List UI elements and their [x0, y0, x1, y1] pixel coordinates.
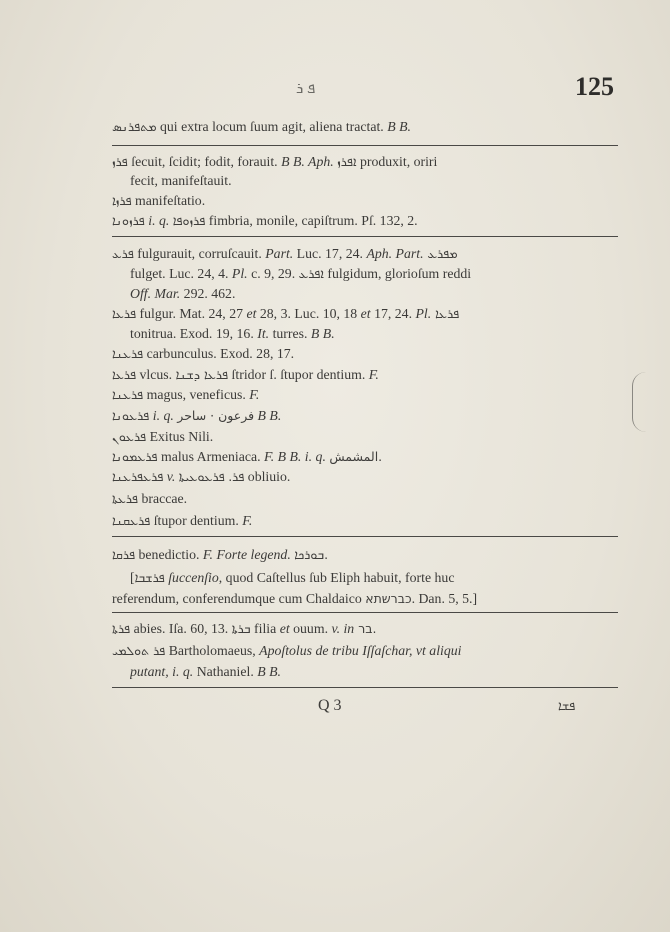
entry-line [112, 512, 617, 530]
grammar-tag: et [246, 306, 257, 321]
syriac-headword: ܦܪܬܐ [112, 621, 131, 636]
syriac-headword: ܦܪܙܐ [112, 193, 132, 208]
definition: qui extra locum ſuum agit, aliena tractat. [156, 119, 388, 134]
grammar-tag: et [360, 306, 371, 321]
definition: Nathaniel. [193, 664, 258, 679]
definition: carbunculus. Exod. 28, 17. [143, 346, 295, 361]
entry-line [112, 590, 617, 608]
section-divider [112, 145, 618, 146]
entry-line [112, 345, 617, 363]
definition: tonitrua. Exod. 19, 16. [130, 326, 258, 341]
definition: fecit, manifeſtauit. [130, 173, 232, 188]
syriac-form: ܦܪܥܐ [431, 306, 460, 321]
definition: 17, 24. [370, 306, 416, 321]
definition: braccae. [138, 491, 188, 506]
syriac-form: ܒܪܬܐ [231, 621, 251, 636]
entry-line [112, 620, 617, 638]
grammar-tag: Apoſtolus de tribu Iſſaſchar, vt aliqui [259, 643, 462, 658]
definition: benedictio. [135, 547, 203, 562]
entry-line [112, 366, 617, 384]
entry-line [130, 285, 617, 303]
syriac-headword: ܦܪܥܬܐ [112, 491, 139, 506]
definition: ſtupor dentium. [150, 513, 243, 528]
definition: fimbria, monile, capiſtrum. Pſ. 132, 2. [205, 213, 418, 228]
syriac-headword: ܡܬܦܪܢܣ [112, 119, 157, 134]
definition: 28, 3. Luc. 10, 18 [256, 306, 361, 321]
running-head: ܦ ܪ [296, 81, 316, 97]
source-ref: F. [368, 367, 379, 382]
grammar-tag: Pl. [231, 266, 248, 281]
section-divider [112, 236, 618, 237]
source-ref: F. B B. [264, 449, 302, 464]
grammar-tag: putant, i. q. [130, 664, 194, 679]
entry-line [130, 325, 617, 343]
definition: fulgidum, glorioſum reddi [323, 266, 472, 281]
grammar-tag: v. [163, 469, 179, 484]
definition: ſtridor ſ. ſtupor dentium. [228, 367, 369, 382]
syriac-headword: ܦܪܥܐ [112, 306, 137, 321]
definition: ſecuit, ſcidit; fodit, forauit. [127, 154, 282, 169]
section-divider [112, 536, 618, 537]
source-ref: F. [242, 513, 253, 528]
grammar-tag: i. q. [149, 408, 178, 423]
grammar-tag: Forte legend. [213, 547, 295, 562]
signature-mark: Q 3 [318, 697, 342, 714]
syriac-headword: ܦܪ ܬܘܠܡܝ [112, 643, 166, 658]
syriac-form: ܡܦܪܥ [423, 246, 458, 261]
grammar-tag: et [279, 621, 290, 636]
syriac-headword: ܦܪܥܡܘܢܐ [112, 449, 158, 464]
definition: [ [130, 570, 135, 585]
definition: magus, veneficus. [143, 387, 250, 402]
definition: fulget. Luc. 24, 4. [130, 266, 232, 281]
entry-line [130, 172, 617, 190]
entry-line [130, 663, 617, 681]
grammar-tag: It. [257, 326, 270, 341]
grammar-tag: v. in [331, 621, 355, 636]
entry-line [112, 212, 617, 230]
syriac-form: ܦܪܫܒܐ [134, 570, 165, 585]
definition: c. 9, 29. [247, 266, 299, 281]
source-ref: B B. [387, 119, 411, 134]
margin-mark [632, 372, 647, 432]
syriac-form: ܦܪܥܐ ܕܫܢܐ [175, 367, 229, 382]
definition: manifeſtatio. [131, 193, 206, 208]
entry-line [112, 153, 617, 171]
definition: ouum. [289, 621, 332, 636]
syriac-headword: ܦܪܥܩܢܐ [112, 513, 151, 528]
hebrew-form: בר. [354, 621, 377, 636]
grammar-tag: Pl. [415, 306, 432, 321]
syriac-headword: ܦܪܥܘܢ [112, 429, 147, 444]
grammar-tag: Aph. [304, 154, 338, 169]
syriac-form: ܦܪܙܘܦܐ [172, 213, 206, 228]
grammar-tag: i. q. [301, 449, 330, 464]
syriac-headword: ܦܪܙܘܢܐ [112, 213, 145, 228]
source-ref: B B. [254, 408, 282, 423]
source-ref: B B. [257, 664, 281, 679]
source-ref: F. [202, 547, 213, 562]
syriac-form: ܐܦܪܥ [298, 266, 324, 281]
syriac-form: ܒܘܪܟܐ. [294, 547, 329, 562]
arabic-form: فرعون · ساحر [177, 408, 255, 423]
grammar-tag: i. q. [144, 213, 173, 228]
source-ref: F. [249, 387, 260, 402]
syriac-headword: ܦܪܙ [112, 154, 128, 169]
syriac-headword: ܦܪܥܢܐ [112, 346, 144, 361]
entry-line [130, 569, 617, 587]
syriac-headword: ܦܪܩܐ [112, 547, 136, 562]
definition: fulgurauit, corruſcauit. [133, 246, 266, 261]
grammar-tag: ſuccenſio [164, 570, 219, 585]
definition: abies. Iſa. 60, 13. [130, 621, 232, 636]
syriac-form: ܐܦܪܙ [337, 154, 357, 169]
arabic-form: المشمش. [329, 449, 383, 464]
entry-line [112, 386, 617, 404]
entry-line [112, 407, 617, 425]
syriac-headword: ܦܪܥܐ [112, 367, 137, 382]
grammar-tag: Aph. Part. [366, 246, 424, 261]
definition: turres. [269, 326, 311, 341]
definition: produxit, oriri [356, 154, 438, 169]
entry-line [130, 265, 617, 283]
definition: Exitus Nili. [146, 429, 214, 444]
source-ref: B B. [281, 154, 305, 169]
definition: 292. 462. [180, 286, 236, 301]
definition: fulgur. Mat. 24, 27 [136, 306, 247, 321]
definition: filia [250, 621, 280, 636]
syriac-headword: ܦܪܥ [112, 246, 134, 261]
syriac-headword: ܦܪܥܦܪܥܢܐ [112, 469, 164, 484]
syriac-headword: ܦܪܥܢܐ [112, 387, 144, 402]
definition: , quod Caſtellus ſub Eliph habuit, forte huc [218, 570, 455, 585]
entry-line [112, 642, 617, 660]
definition: referendum, conferendumque cum Chaldaico [112, 591, 366, 606]
entry-line [112, 245, 617, 263]
syriac-form: ܦܪܥܘܥܝܬܐ [178, 469, 225, 484]
entry-line [112, 305, 617, 323]
section-divider [112, 612, 618, 613]
entry-line [112, 448, 617, 466]
entry-line [112, 192, 617, 210]
page-number: 125 [575, 72, 614, 101]
entry-line [112, 546, 617, 564]
section-divider [112, 687, 618, 688]
grammar-tag: Off. Mar. [130, 286, 181, 301]
catchword: ܦܫܐ [558, 698, 576, 713]
source-ref: B B. [310, 326, 335, 341]
entry-line [112, 468, 617, 486]
syriac-headword: ܦܪܥܘܢܐ [112, 408, 150, 423]
grammar-tag: Part. [265, 246, 294, 261]
definition: vlcus. [136, 367, 176, 382]
definition: Luc. 17, 24. [293, 246, 367, 261]
syriac-form: ܦܪ. [228, 469, 245, 484]
definition: Bartholomaeus, [165, 643, 260, 658]
definition: obliuio. [244, 469, 291, 484]
definition: . Dan. 5, 5.] [411, 591, 478, 606]
definition: malus Armeniaca. [157, 449, 265, 464]
hebrew-form: כברשתא [365, 591, 412, 606]
entry-line [112, 118, 617, 136]
entry-line [112, 428, 617, 446]
entry-line [112, 490, 617, 508]
